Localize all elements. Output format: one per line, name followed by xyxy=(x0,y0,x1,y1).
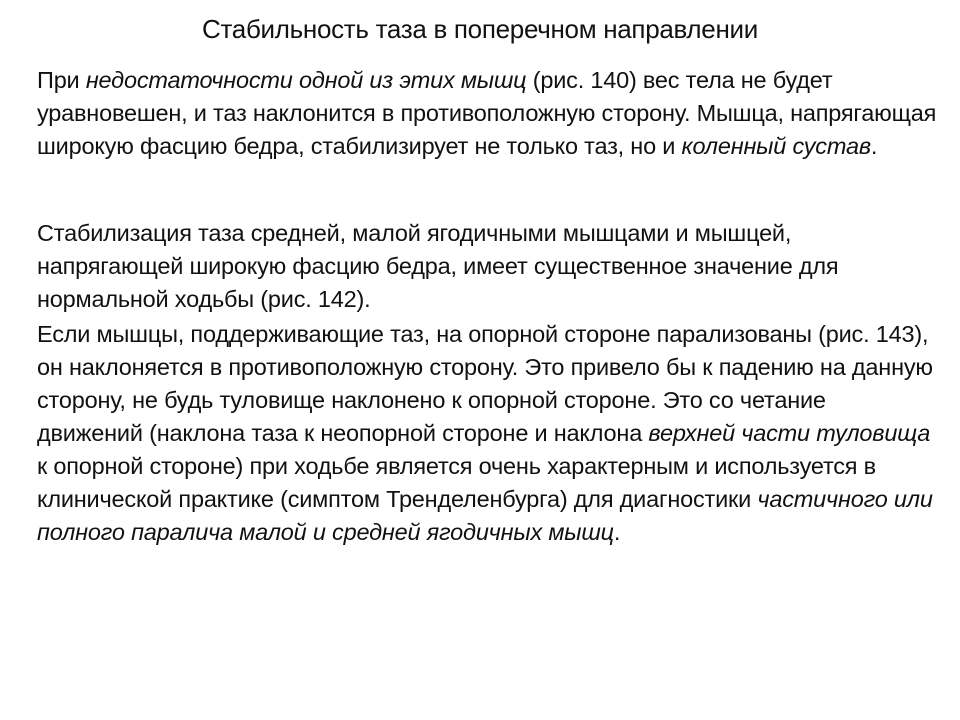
paragraph-3 xyxy=(37,318,937,549)
paragraph-1-segment: . xyxy=(870,133,878,159)
paragraph-2 xyxy=(37,217,937,316)
paragraph-2-segment: Стабилизация таза средней, малой ягодичными мышцами и мышцей, напрягающей широкую фасцию бедра, имеет существенное значение для нормальной ходьбы (рис. 142). xyxy=(37,220,839,312)
paragraph-1-italic-segment: коленный сустав xyxy=(681,133,871,159)
paragraph-1-italic-segment: недостаточности одной из этих мышц xyxy=(85,67,527,93)
paragraph-3-segment: к опорной стороне) при ходьбе является очень характерным и используется в клинической практике (симптом Тренделенбурга) для диагностики xyxy=(37,453,876,512)
paragraph-3-italic-segment: частичного или полного паралича малой и средней ягодичных мышц xyxy=(37,486,933,545)
slide-title: Стабильность таза в поперечном направлении xyxy=(202,14,758,44)
paragraph-3-segment: . xyxy=(613,519,621,545)
paragraph-3-italic-segment: верхней части туловища xyxy=(648,420,931,446)
paragraph-3-segment: Если мышцы, поддерживающие таз, на опорной стороне парализованы (рис. 143), он наклоняется в противоположную сторону. Это привело бы к падению на данную сторону, не будь туловище наклонено к опорной стороне. Это со четание движений (наклона таза к неопорной стороне и наклона xyxy=(37,321,933,446)
paragraph-1-segment: (рис. 140) вес тела не будет уравновешен, и таз наклонится в противоположную сторону. Мышца, напрягающая широкую фасцию бедра, стабилизирует не только таз, но и xyxy=(37,67,937,159)
paragraph-1-segment: При xyxy=(37,67,86,93)
slide-body xyxy=(37,64,937,549)
paragraph-1 xyxy=(37,64,937,163)
